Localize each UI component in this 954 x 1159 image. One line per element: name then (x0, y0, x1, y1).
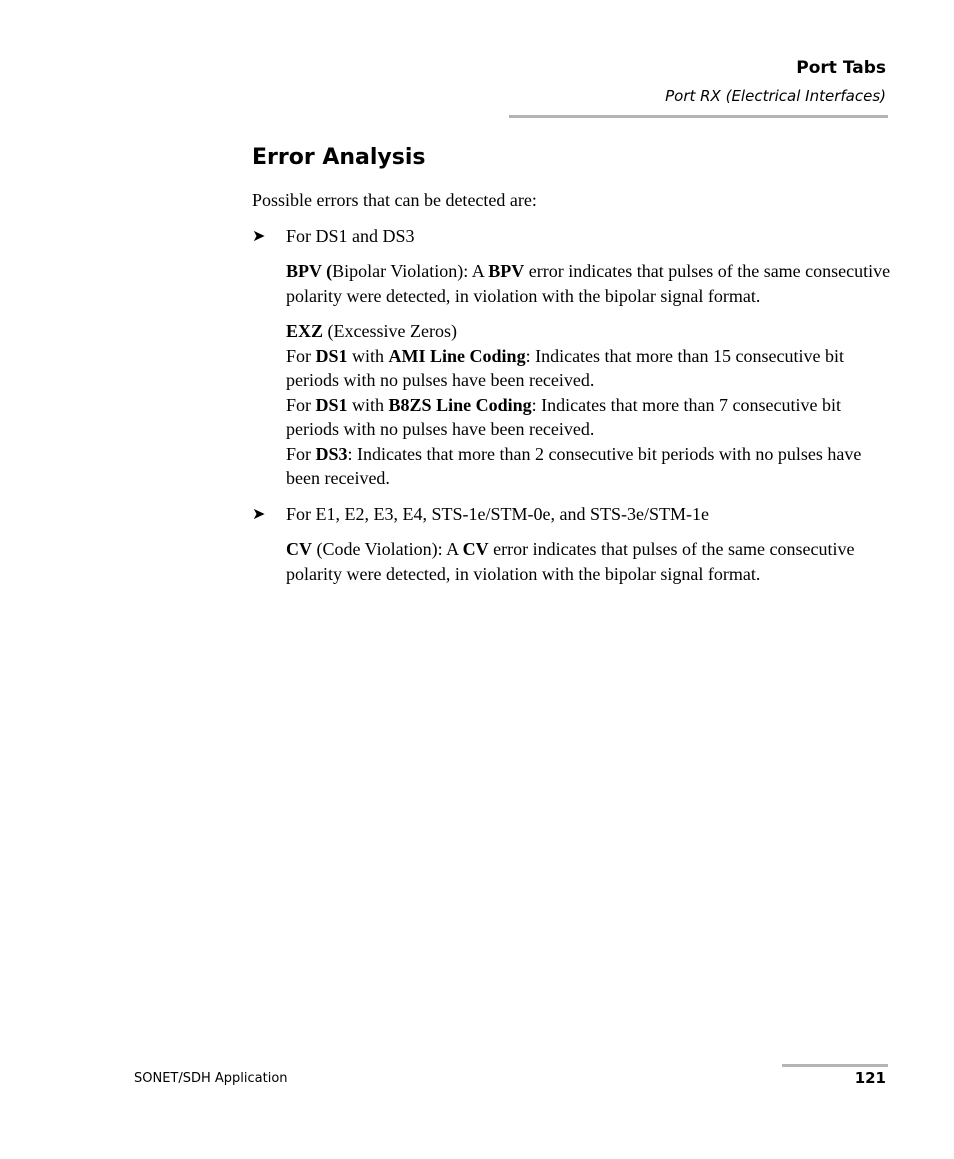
exz-line1-rest: : Indicates that more than 15 consecutive bit periods with no pulses have been received. (286, 345, 844, 390)
footer-rule (782, 1064, 888, 1067)
cv-term: CV (286, 539, 312, 559)
bpv-term: BPV ( (286, 261, 333, 281)
cv-term-2: CV (462, 539, 489, 559)
exz-line2-with: with (347, 394, 389, 415)
arrow-bullet-icon: ➤ (252, 503, 266, 523)
header-rule (509, 115, 888, 118)
exz-line1-signal: DS1 (315, 345, 348, 366)
exz-line2-for: For (286, 394, 316, 415)
bullet-ds1-ds3 (252, 224, 892, 249)
cv-desc: (Code Violation): A (312, 539, 463, 559)
header-subsection: Port RX (Electrical Interfaces) (665, 87, 886, 105)
exz-line2-coding: B8ZS Line Coding (388, 394, 532, 415)
exz-paragraph (252, 319, 892, 491)
cv-rest: error indicates that pulses of the same consecutive polarity were detected, in violation with the bipolar signal format. (286, 539, 855, 584)
exz-line1-with: with (347, 345, 389, 366)
footer-doc-title: SONET/SDH Application (134, 1071, 288, 1086)
bpv-desc: Bipolar Violation): A (332, 261, 489, 281)
bpv-term-2: BPV (488, 261, 525, 281)
exz-line3-for: For (286, 443, 316, 464)
bpv-rest: error indicates that pulses of the same consecutive polarity were detected, in violation with the bipolar signal format. (286, 261, 891, 306)
bullet-label: For E1, E2, E3, E4, STS-1e/STM-0e, and STS-3e/STM-1e (286, 503, 709, 524)
exz-desc: (Excessive Zeros) (323, 321, 457, 341)
bpv-paragraph (252, 259, 892, 308)
body-text (252, 188, 892, 597)
bullet-label: For DS1 and DS3 (286, 225, 415, 246)
header-section-title: Port Tabs (796, 58, 886, 78)
page-heading: Error Analysis (252, 145, 426, 170)
bullet-e-interfaces (252, 502, 892, 527)
exz-line2-signal: DS1 (315, 394, 348, 415)
exz-line1-for: For (286, 345, 316, 366)
exz-line3-rest: : Indicates that more than 2 consecutive bit periods with no pulses have been received. (286, 443, 862, 488)
exz-line2-rest: : Indicates that more than 7 consecutive bit periods with no pulses have been received. (286, 394, 842, 439)
exz-term: EXZ (286, 321, 324, 341)
exz-line3-signal: DS3 (315, 443, 348, 464)
cv-paragraph (252, 537, 892, 586)
footer-page-number: 121 (854, 1069, 886, 1087)
arrow-bullet-icon: ➤ (252, 225, 266, 245)
exz-line1-coding: AMI Line Coding (388, 345, 526, 366)
intro-paragraph: Possible errors that can be detected are: (252, 190, 537, 210)
